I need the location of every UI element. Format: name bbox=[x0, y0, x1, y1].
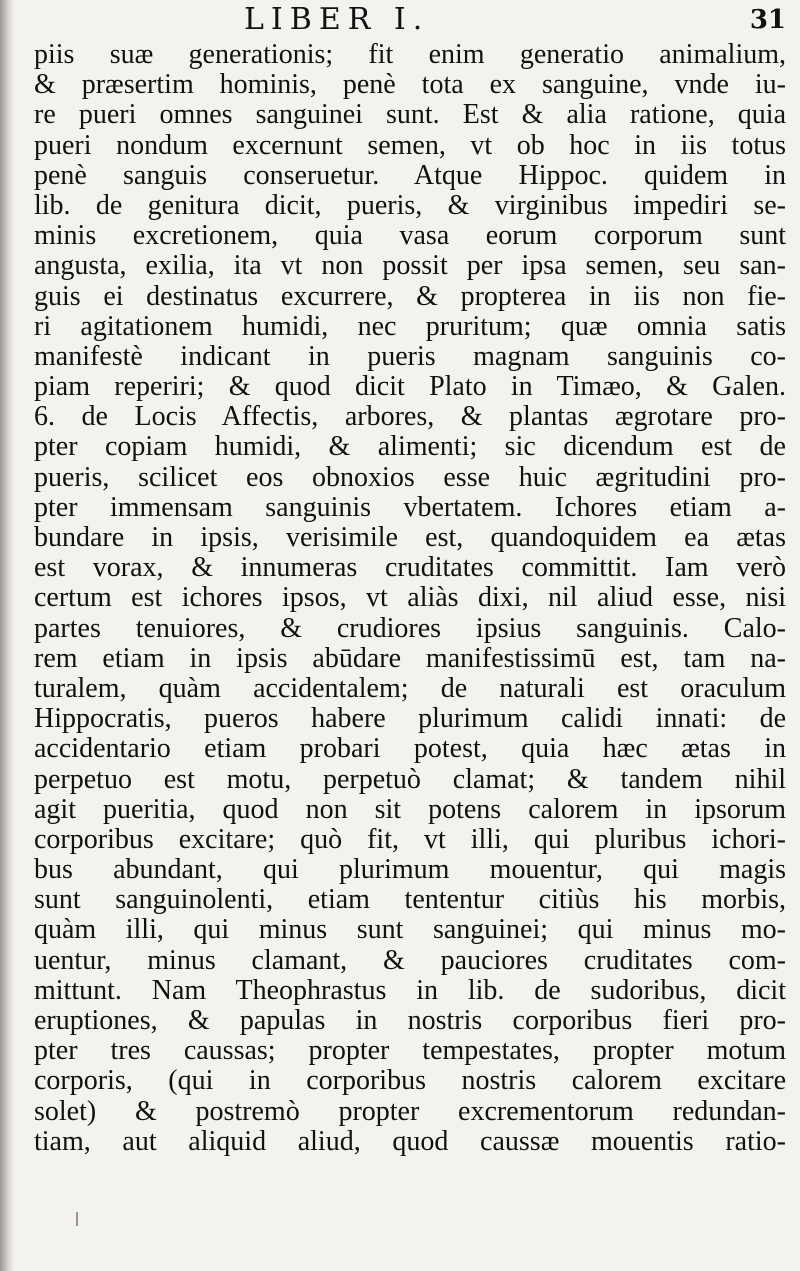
text-line: est vorax, & innumeras cruditates committit. Iam verò bbox=[34, 553, 786, 584]
text-line: eruptiones, & papulas in nostris corporibus fieri pro- bbox=[34, 1006, 786, 1036]
text-line: pter tres caussas; propter tempestates, propter motum bbox=[34, 1036, 786, 1067]
text-line: piis suæ generationis; fit enim generatio animalium, bbox=[34, 40, 786, 70]
text-line: ri agitationem humidi, nec pruritum; quæ omnia satis bbox=[34, 311, 786, 342]
page-number: 31 bbox=[749, 5, 786, 35]
text-line: accidentario etiam probari potest, quia hæc ætas in bbox=[34, 734, 786, 765]
text-line: guis ei destinatus excurrere, & propterea in iis non fie- bbox=[34, 281, 786, 312]
body-text bbox=[34, 40, 786, 1157]
text-line: pueri nondum excernunt semen, vt ob hoc in iis totus bbox=[34, 130, 786, 161]
running-head-title: LIBER I. bbox=[244, 2, 430, 37]
text-line: certum est ichores ipsos, vt aliàs dixi, nil aliud esse, nisi bbox=[34, 583, 786, 614]
text-line: quàm illi, qui minus sunt sanguinei; qui minus mo- bbox=[34, 915, 786, 946]
text-line: 6. de Locis Affectis, arbores, & plantas ægrotare pro- bbox=[34, 402, 786, 433]
text-line: re pueri omnes sanguinei sunt. Est & alia ratione, quia bbox=[34, 100, 786, 131]
text-line: & præsertim hominis, penè tota ex sanguine, vnde iu- bbox=[34, 70, 786, 101]
text-line: sunt sanguinolenti, etiam tententur citiùs his morbis, bbox=[34, 885, 786, 916]
text-line: pueris, scilicet eos obnoxios esse huic ægritudini pro- bbox=[34, 462, 786, 493]
text-line: partes tenuiores, & crudiores ipsius sanguinis. Calo- bbox=[34, 613, 786, 644]
text-line: manifestè indicant in pueris magnam sanguinis co- bbox=[34, 341, 786, 372]
text-line: Hippocratis, pueros habere plurimum calidi innati: de bbox=[34, 704, 786, 735]
text-line: solet) & postremò propter excrementorum redundan- bbox=[34, 1096, 786, 1127]
text-line: corporis, (qui in corporibus nostris calorem excitare bbox=[34, 1066, 786, 1097]
paper-mark bbox=[76, 1212, 78, 1226]
text-line: mittunt. Nam Theophrastus in lib. de sudoribus, dicit bbox=[34, 975, 786, 1006]
text-line: penè sanguis conseruetur. Atque Hippoc. quidem in bbox=[34, 160, 786, 191]
text-line: bundare in ipsis, verisimile est, quandoquidem ea ætas bbox=[34, 523, 786, 553]
text-line: pter copiam humidi, & alimenti; sic dicendum est de bbox=[34, 432, 786, 463]
text-line: perpetuo est motu, perpetuò clamat; & tandem nihil bbox=[34, 764, 786, 795]
text-line: angusta, exilia, ita vt non possit per ipsa semen, seu san- bbox=[34, 251, 786, 282]
text-line: tiam, aut aliquid aliud, quod caussæ mouentis ratio- bbox=[34, 1126, 786, 1157]
text-line: turalem, quàm accidentalem; de naturali est oraculum bbox=[34, 673, 786, 704]
binding-shadow bbox=[0, 0, 14, 1271]
text-line: lib. de genitura dicit, pueris, & virginibus impediri se- bbox=[34, 190, 786, 221]
text-line: corporibus excitare; quò fit, vt illi, qui pluribus ichori- bbox=[34, 824, 786, 855]
text-line: piam reperiri; & quod dicit Plato in Timæo, & Galen. bbox=[34, 372, 786, 403]
text-line: rem etiam in ipsis abūdare manifestissimū est, tam na- bbox=[34, 643, 786, 674]
text-line: uentur, minus clamant, & pauciores cruditates com- bbox=[34, 945, 786, 976]
text-line: minis excretionem, quia vasa eorum corporum sunt bbox=[34, 221, 786, 252]
text-line: agit pueritia, quod non sit potens calorem in ipsorum bbox=[34, 794, 786, 825]
running-head bbox=[0, 2, 800, 38]
text-line: pter immensam sanguinis vbertatem. Ichores etiam a- bbox=[34, 492, 786, 523]
text-line: bus abundant, qui plurimum mouentur, qui magis bbox=[34, 855, 786, 886]
